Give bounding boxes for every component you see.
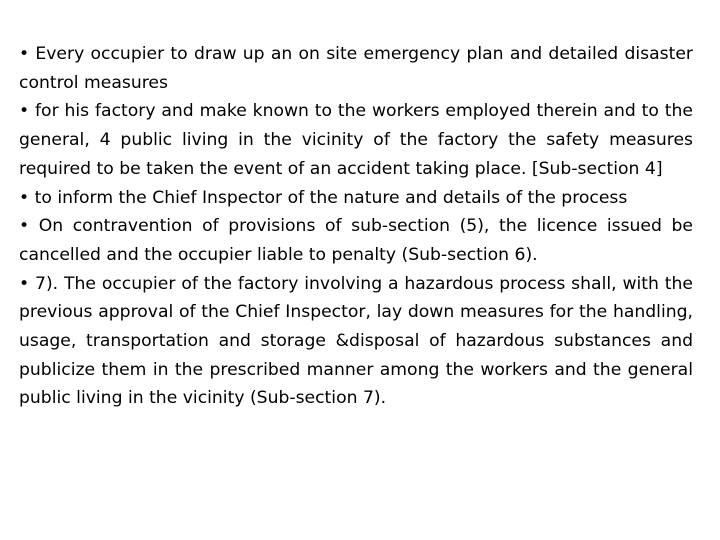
bullet-paragraph-4: • On contravention of provisions of sub-section (5), the licence issued be cancelled and the occupier liable to penalty (Sub-section 6).	[19, 216, 693, 265]
bullet-paragraph-5: • 7). The occupier of the factory involving a hazardous process shall, with the previous approval of the Chief Inspector, lay down measures for the handling, usage, transportation and storage &disposal of hazardous substances and publicize them in the prescribed manner among the workers and the general public living in the vicinity (Sub-section 7).	[19, 273, 693, 409]
bullet-paragraph-3: • to inform the Chief Inspector of the nature and details of the process	[19, 187, 628, 208]
bullet-paragraph-2: • for his factory and make known to the workers employed therein and to the general, 4 public living in the vicinity of the factory the safety measures required to be taken the event of an accident taking place. [Sub-section 4]	[19, 101, 693, 179]
bullet-paragraph-1: • Every occupier to draw up an on site emergency plan and detailed disaster control measures	[19, 44, 693, 93]
